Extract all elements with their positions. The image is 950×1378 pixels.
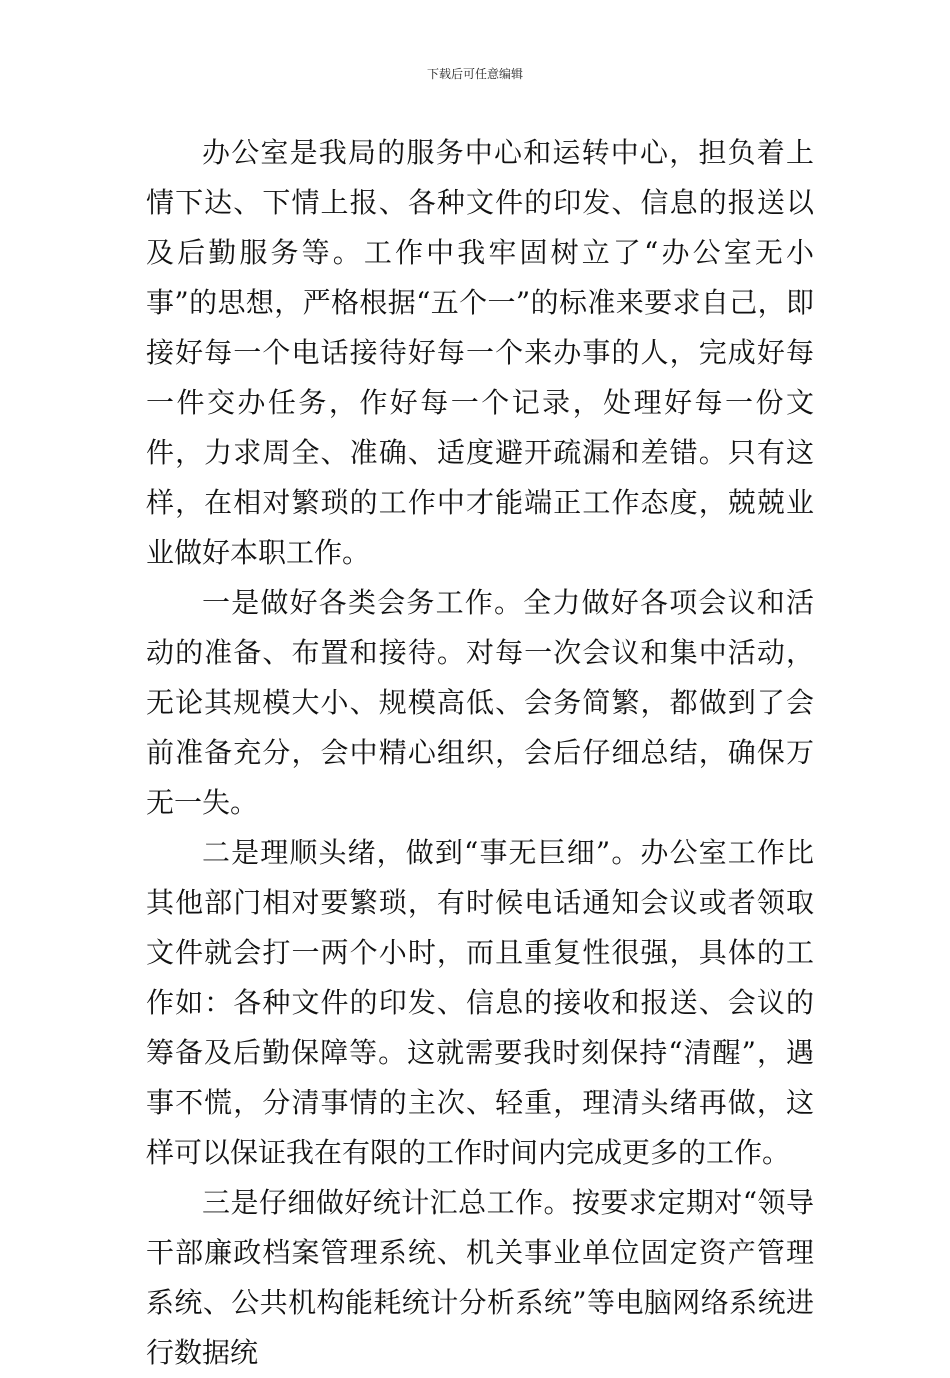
- document-body: [146, 128, 814, 1378]
- page-header: 下载后可任意编辑: [426, 67, 523, 81]
- paragraph-office-role: 办公室是我局的服务中心和运转中心，担负着上情下达、下情上报、各种文件的印发、信息的报送以及后勤服务等。工作中我牢固树立了“办公室无小事”的思想，严格根据“五个一”的标准来要求自己，即接好每一个电话接待好每一个来办事的人，完成好每一件交办任务，作好每一个记录，处理好每一份文件，力求周全、准确、适度避开疏漏和差错。只有这样，在相对繁琐的工作中才能端正工作态度，兢兢业业做好本职工作。: [146, 136, 814, 569]
- paragraph-meeting-work: 一是做好各类会务工作。全力做好各项会议和活动的准备、布置和接待。对每一次会议和集中活动，无论其规模大小、规模高低、会务简繁，都做到了会前准备充分，会中精心组织，会后仔细总结，确保万无一失。: [146, 586, 814, 819]
- paragraph-statistics-work: 三是仔细做好统计汇总工作。按要求定期对“领导干部廉政档案管理系统、机关事业单位固定资产管理系统、公共机构能耗统计分析系统”等电脑网络系统进行数据统: [146, 1186, 814, 1369]
- paragraph-organize-work: 二是理顺头绪，做到“事无巨细”。办公室工作比其他部门相对要繁琐，有时候电话通知会议或者领取文件就会打一两个小时，而且重复性很强，具体的工作如：各种文件的印发、信息的接收和报送、会议的筹备及后勤保障等。这就需要我时刻保持“清醒”，遇事不慌，分清事情的主次、轻重，理清头绪再做，这样可以保证我在有限的工作时间内完成更多的工作。: [146, 836, 814, 1169]
